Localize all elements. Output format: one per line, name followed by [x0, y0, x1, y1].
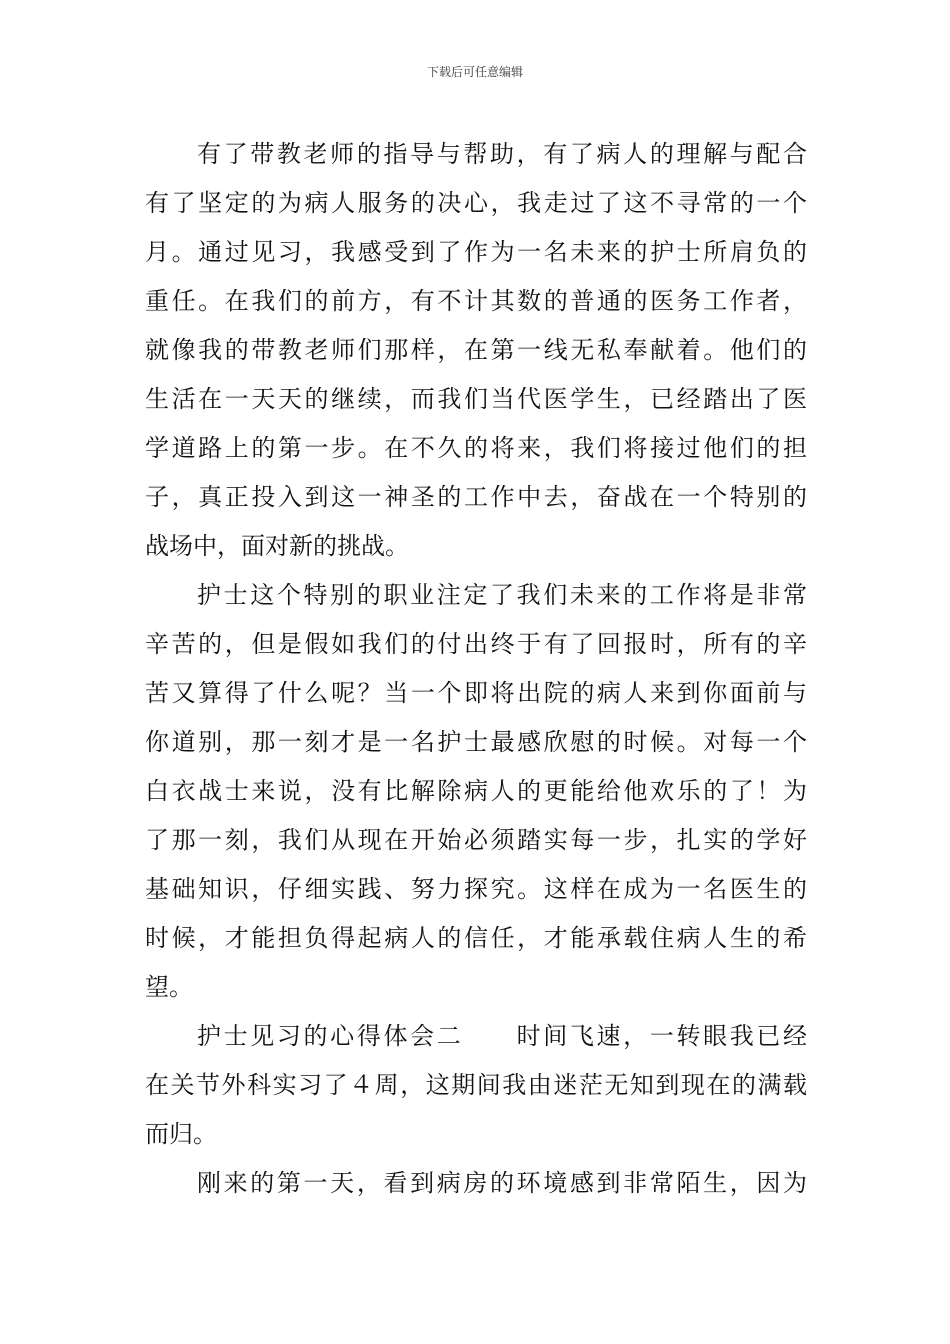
text-line: 学道路上的第一步。在不久的将来，我们将接过他们的担	[145, 434, 807, 462]
text-line: 护士见习的心得体会二 时间飞速，一转眼我已经	[197, 1022, 807, 1050]
text-line: 时候，才能担负得起病人的信任，才能承载住病人生的希	[145, 924, 807, 952]
text-line: 望。	[145, 973, 193, 1001]
text-line: 生活在一天天的继续，而我们当代医学生，已经踏出了医	[145, 385, 807, 413]
paragraph	[145, 571, 807, 1012]
text-line: 战场中，面对新的挑战。	[145, 532, 409, 560]
text-line: 了那一刻，我们从现在开始必须踏实每一步，扎实的学好	[145, 826, 807, 854]
text-line: 有了坚定的为病人服务的决心，我走过了这不寻常的一个	[145, 189, 807, 217]
text-line: 刚来的第一天，看到病房的环境感到非常陌生，因为	[197, 1169, 807, 1197]
text-line: 辛苦的，但是假如我们的付出终于有了回报时，所有的辛	[145, 630, 807, 658]
text-line: 而归。	[145, 1120, 217, 1148]
text-line: 月。通过见习，我感受到了作为一名未来的护士所肩负的	[145, 238, 807, 266]
text-line: 白衣战士来说，没有比解除病人的更能给他欢乐的了！为	[145, 777, 807, 805]
text-line: 在关节外科实习了４周，这期间我由迷茫无知到现在的满载	[145, 1071, 807, 1099]
paragraph	[145, 130, 807, 571]
text-line: 有了带教老师的指导与帮助，有了病人的理解与配合	[197, 140, 807, 168]
text-line: 你道别，那一刻才是一名护士最感欣慰的时候。对每一个	[145, 728, 807, 756]
page-header: 下载后可任意编辑	[426, 65, 523, 79]
document-body	[145, 130, 807, 1208]
text-line: 就像我的带教老师们那样，在第一线无私奉献着。他们的	[145, 336, 807, 364]
text-line: 护士这个特别的职业注定了我们未来的工作将是非常	[197, 581, 807, 609]
text-line: 重任。在我们的前方，有不计其数的普通的医务工作者，	[145, 287, 807, 315]
paragraph	[145, 1012, 807, 1159]
text-line: 子，真正投入到这一神圣的工作中去，奋战在一个特别的	[145, 483, 807, 511]
text-line: 苦又算得了什么呢？当一个即将出院的病人来到你面前与	[145, 679, 807, 707]
paragraph	[145, 1159, 807, 1208]
text-line: 基础知识，仔细实践、努力探究。这样在成为一名医生的	[145, 875, 807, 903]
